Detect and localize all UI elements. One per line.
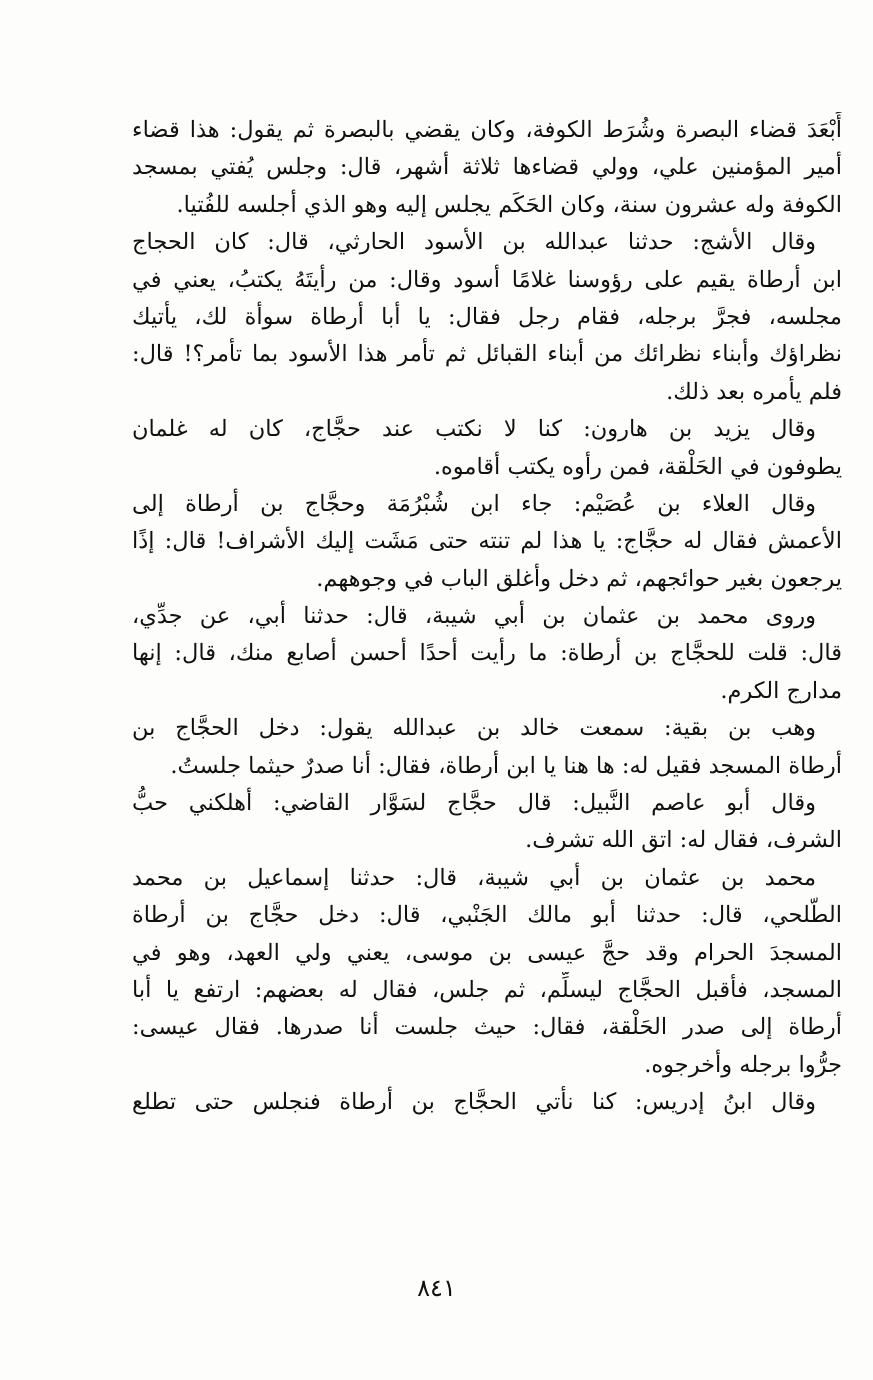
text-line: أرطاة إلى صدر الحَلْقة، فقال: حيث جلست أنا صدرها. فقال عيسى: [132, 1014, 842, 1041]
text-line: وقال أبو عاصم النَّبيل: قال حجَّاج لسَوَّار القاضي: أهلكني حبُّ [132, 790, 816, 817]
text-line: ابن أرطاة يقيم على رؤوسنا غلامًا أسود وقال: من رأيتَهُ يكتبُ، يعني في [132, 266, 842, 293]
page-number: ٨٤١ [417, 1274, 456, 1302]
text-line: وقال الأشج: حدثنا عبدالله بن الأسود الحارثي، قال: كان الحجاج [132, 229, 816, 256]
text-line: أرطاة المسجد فقيل له: ها هنا يا ابن أرطاة، فقال: أنا صدرٌ حيثما جلستُ. [170, 752, 842, 779]
text-line: جرُّوا برجله وأخرجوه. [644, 1051, 842, 1078]
text-line: الكوفة وله عشرون سنة، وكان الحَكَم يجلس إليه وهو الذي أجلسه للفُتيا. [176, 191, 842, 218]
text-line: يرجعون بغير حوائجهم، ثم دخل وأغلق الباب في وجوههم. [316, 565, 842, 592]
text-line: مدارج الكرم. [720, 677, 842, 704]
text-line: وقال يزيد بن هارون: كنا لا نكتب عند حجَّاج، كان له غلمان [132, 416, 816, 443]
text-line: مجلسه، فجرَّ برجله، فقام رجل فقال: يا أبا أرطاة سوأة لك، يأتيك [132, 303, 842, 330]
text-line: وهب بن بقية: سمعت خالد بن عبدالله يقول: دخل الحجَّاج بن [132, 715, 816, 742]
text-line: يطوفون في الحَلْقة، فمن رأوه يكتب أقاموه. [433, 453, 842, 480]
text-line: المسجدَ الحرام وقد حجَّ عيسى بن موسى، يعني ولي العهد، وهو في [132, 939, 842, 966]
text-line: وروى محمد بن عثمان بن أبي شيبة، قال: حدثنا أبي، عن جدِّي، [132, 603, 816, 630]
text-line: محمد بن عثمان بن أبي شيبة، قال: حدثنا إسماعيل بن محمد [132, 864, 816, 891]
text-line: قال: قلت للحجَّاج بن أرطاة: ما رأيت أحدًا أحسن أصابع منك، قال: إنها [132, 640, 842, 667]
body-text [132, 112, 842, 1122]
text-line: وقال العلاء بن عُصَيْم: جاء ابن شُبْرُمَة وحجَّاج بن أرطاة إلى [132, 490, 816, 517]
text-line: الطَّلحي، قال: حدثنا أبو مالك الجَنْبي، قال: دخل حجَّاج بن أرطاة [132, 902, 842, 929]
text-line: نظراؤك وأبناء نظرائك من أبناء القبائل ثم تأمر هذا الأسود بما تأمر؟! قال: [132, 341, 842, 368]
text-line: المسجد، فأقبل الحجَّاج ليسلِّم، ثم جلس، فقال له بعضهم: ارتفع يا أبا [132, 976, 842, 1003]
text-line: الشرف، فقال له: اتق الله تشرف. [525, 827, 842, 854]
text-line: فلم يأمره بعد ذلك. [666, 378, 842, 405]
text-line: الأعمش فقال له حجَّاج: يا هذا لم تنته حتى مَشَت إليك الأشراف! قال: إذًا [132, 528, 842, 555]
text-line: وقال ابنُ إدريس: كنا نأتي الحجَّاج بن أرطاة فنجلس حتى تطلع [132, 1089, 816, 1116]
text-line: أَبْعَدَ قضاء البصرة وشُرَط الكوفة، وكان يقضي بالبصرة ثم يقول: هذا قضاء [132, 117, 842, 143]
text-line: أمير المؤمنين علي، وولي قضاءها ثلاثة أشهر، قال: وجلس يُفتي بمسجد [132, 154, 842, 181]
